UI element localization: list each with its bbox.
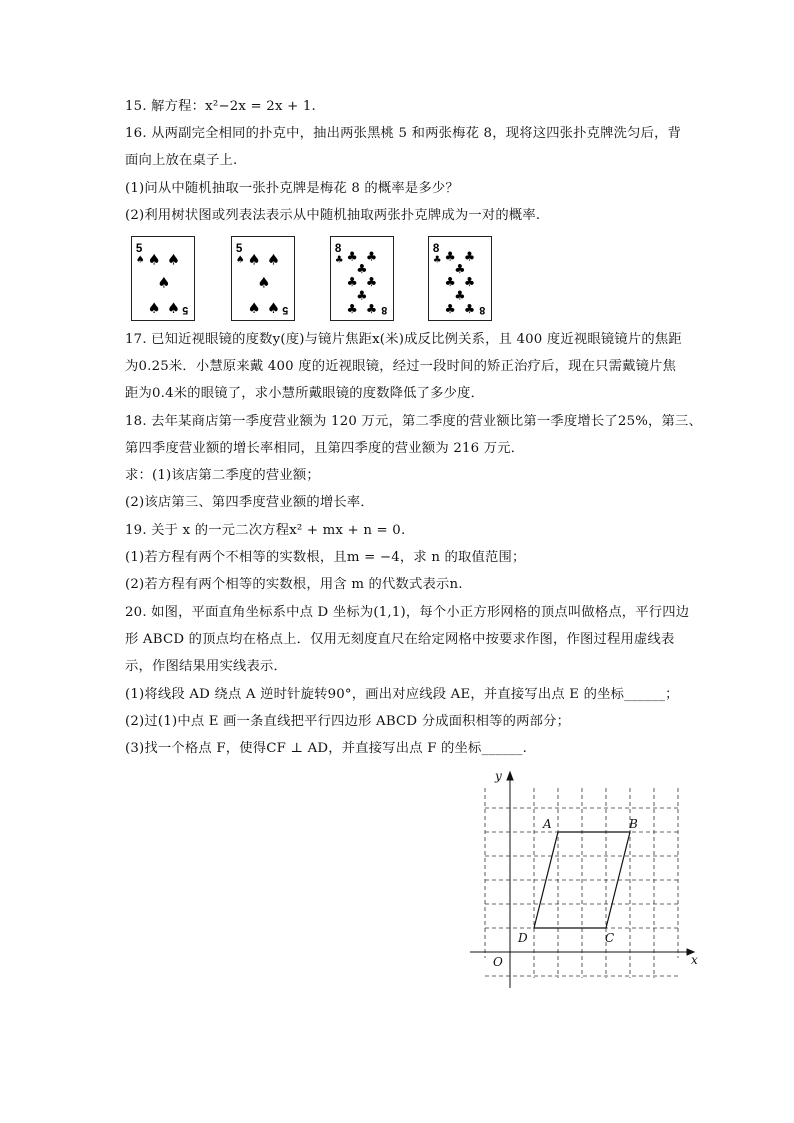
card-rank: 8 xyxy=(334,241,342,255)
y-axis-label: y xyxy=(495,769,502,783)
q17-line-2: 为0.25米．小慧原来戴 400 度的近视眼镜，经过一段时间的矫正治疗后，现在只需戴镜片焦 xyxy=(125,359,677,374)
q17-line-1: 17. 已知近视眼镜的度数y(度)与镜片焦距x(米)成反比例关系，且 400 度近视眼镜镜片的焦距 xyxy=(125,332,682,347)
q19-part-2: (2)若方程有两个相等的实数根，用含 m 的代数式表示n. xyxy=(125,577,463,592)
svg-text:♠: ♠ xyxy=(247,252,261,269)
q16-part-1: (1)问从中随机抽取一张扑克牌是梅花 8 的概率是多少？ xyxy=(125,181,459,196)
svg-text:♠: ♠ xyxy=(166,300,180,317)
svg-text:♣: ♣ xyxy=(365,300,378,316)
point-c-label: C xyxy=(605,931,615,945)
grid-lines xyxy=(485,788,678,978)
svg-text:♠: ♠ xyxy=(135,254,145,266)
q16-line-2: 面向上放在桌子上. xyxy=(125,153,238,168)
q20-part-2: (2)过(1)中点 E 画一条直线把平行四边形 ABCD 分成面积相等的两部分； xyxy=(125,714,571,729)
q20-part-1: (1)将线段 AD 绕点 A 逆时针旋转90°，画出对应线段 AE，并直接写出点 E 的坐标______； xyxy=(125,687,679,702)
svg-text:♣: ♣ xyxy=(365,273,378,289)
q20-line-2: 形 ABCD 的顶点均在格点上．仅用无刻度直尺在给定网格中按要求作图，作图过程用虚线表 xyxy=(125,632,675,647)
svg-text:♠: ♠ xyxy=(147,252,161,269)
svg-text:♣: ♣ xyxy=(463,300,476,316)
svg-text:♠: ♠ xyxy=(247,300,261,317)
svg-text:♠: ♠ xyxy=(266,252,280,269)
q19: 19. 关于 x 的一元二次方程x² + mx + n = 0. xyxy=(125,523,406,538)
card-rank: 5 xyxy=(135,241,143,255)
svg-text:8: 8 xyxy=(381,304,388,317)
q20-part-3: (3)找一个格点 F，使得CF ⊥ AD，并直接写出点 F 的坐标______. xyxy=(125,741,528,756)
svg-text:♣: ♣ xyxy=(463,248,476,264)
svg-text:♣: ♣ xyxy=(346,300,358,316)
svg-text:♠: ♠ xyxy=(147,300,161,317)
svg-text:♣: ♣ xyxy=(346,273,358,289)
q20-line-3: 示，作图结果用实线表示． xyxy=(125,659,287,674)
svg-text:♣: ♣ xyxy=(444,273,456,289)
svg-text:5: 5 xyxy=(282,304,289,317)
svg-text:♣: ♣ xyxy=(432,254,442,266)
svg-text:♣: ♣ xyxy=(454,287,466,303)
point-b-label: B xyxy=(629,817,638,831)
q16-part-2: (2)利用树状图或列表法表示从中随机抽取两张扑克牌成为一对的概率. xyxy=(125,208,541,223)
q20-line-1: 20. 如图，平面直角坐标系中点 D 坐标为(1,1)，每个小正方形网格的顶点叫做格点，平行四边 xyxy=(125,605,690,620)
svg-text:♣: ♣ xyxy=(463,273,476,289)
q16-line-1: 16. 从两副完全相同的扑克中，抽出两张黑桃 5 和两张梅花 8，现将这四张扑克牌洗匀后，背 xyxy=(125,126,682,141)
card-spade-5 xyxy=(231,236,295,321)
svg-text:♣: ♣ xyxy=(444,300,456,316)
svg-text:♠: ♠ xyxy=(157,275,171,292)
q18-line-1: 18. 去年某商店第一季度营业额为 120 万元，第二季度的营业额比第一季度增长了25%，第三、 xyxy=(125,414,703,429)
svg-text:♣: ♣ xyxy=(334,254,344,266)
svg-text:♣: ♣ xyxy=(365,248,378,264)
svg-text:♣: ♣ xyxy=(356,287,368,303)
svg-text:♣: ♣ xyxy=(454,261,466,277)
q18-line-2: 第四季度营业额的增长率相同，且第四季度的营业额为 216 万元． xyxy=(125,441,525,456)
q18-part-1: 求：(1)该店第二季度的营业额； xyxy=(125,468,320,483)
card-rank: 8 xyxy=(432,241,440,255)
svg-text:♣: ♣ xyxy=(444,248,456,264)
card-rank: 5 xyxy=(235,241,243,255)
svg-text:♣: ♣ xyxy=(346,248,358,264)
svg-text:5: 5 xyxy=(182,304,189,317)
coordinate-grid-figure xyxy=(465,768,705,990)
svg-text:8: 8 xyxy=(479,304,486,317)
svg-text:♣: ♣ xyxy=(356,261,368,277)
y-axis-arrow xyxy=(507,772,513,780)
point-a-label: A xyxy=(543,817,552,831)
q18-part-2: (2)该店第三、第四季度营业额的增长率． xyxy=(125,495,374,510)
point-d-label: D xyxy=(518,931,528,945)
card-spade-5 xyxy=(131,236,195,321)
q15: 15. 解方程：x²−2x = 2x + 1. xyxy=(125,99,316,114)
card-club-8 xyxy=(428,236,492,321)
q19-part-1: (1)若方程有两个不相等的实数根，且m = −4，求 n 的取值范围； xyxy=(125,550,526,565)
svg-text:♠: ♠ xyxy=(266,300,280,317)
card-club-8 xyxy=(330,236,394,321)
origin-label: O xyxy=(493,955,503,969)
x-axis-label: x xyxy=(691,953,698,967)
svg-text:♠: ♠ xyxy=(235,254,245,266)
q17-line-3: 距为0.4米的眼镜了，求小慧所戴眼镜的度数降低了多少度． xyxy=(125,386,485,401)
svg-text:♠: ♠ xyxy=(257,275,271,292)
svg-text:♠: ♠ xyxy=(166,252,180,269)
